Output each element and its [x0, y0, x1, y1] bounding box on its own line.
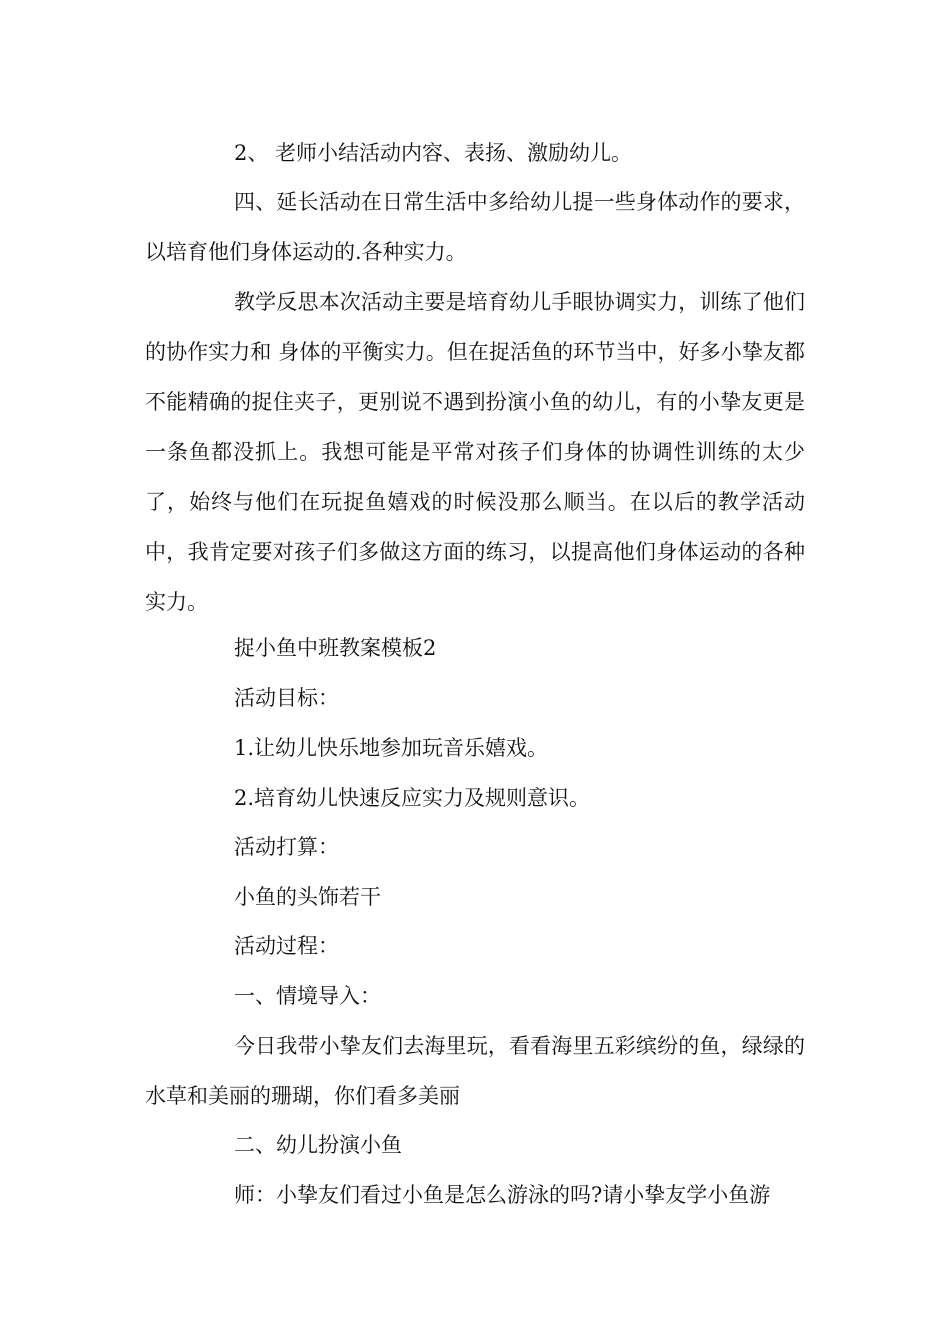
step-heading-2: 二、幼儿扮演小鱼: [234, 1133, 402, 1157]
goal-item-1: 1.让幼儿快乐地参加玩音乐嬉戏。: [234, 736, 549, 760]
paragraph-teaching-reflection: 教学反思本次活动主要是培育幼儿手眼协调实力，训练了他们的协作实力和 身体的平衡实力。但在捉活鱼的环节当中，好多小挚友都不能精确的捉住夹子，更别说不遇到扮演小鱼的幼儿，有的小挚友更是一条鱼都没抓上。我想可能是平常对孩子们身体的协调性训练的太少了，始终与他们在玩捉鱼嬉戏的时候没那么顺当。在以后的教学活动中，我肯定要对孩子们多做这方面的练习，以提高他们身体运动的各种实力。: [145, 290, 805, 614]
goal-item-2: 2.培育幼儿快速反应实力及规则意识。: [234, 786, 591, 810]
preparation-item: 小鱼的头饰若干: [234, 885, 381, 909]
heading-activity-process: 活动过程：: [234, 934, 339, 958]
paragraph-extension-activity: 四、延长活动在日常生活中多给幼儿提一些身体动作的要求，以培育他们身体运动的.各种实力。: [145, 190, 805, 264]
step-heading-1: 一、情境导入：: [234, 984, 381, 1008]
step-1-content: 今日我带小挚友们去海里玩，看看海里五彩缤纷的鱼，绿绿的水草和美丽的珊瑚，你们看多美丽: [145, 1034, 805, 1108]
heading-activity-preparation: 活动打算：: [234, 835, 339, 859]
section-title: 捉小鱼中班教案模板2: [234, 636, 437, 660]
step-2-content: 师：小挚友们看过小鱼是怎么游泳的吗?请小挚友学小鱼游: [234, 1183, 771, 1207]
heading-activity-goals: 活动目标：: [234, 686, 339, 710]
paragraph-summary: 2、 老师小结活动内容、表扬、激励幼儿。: [234, 141, 633, 165]
